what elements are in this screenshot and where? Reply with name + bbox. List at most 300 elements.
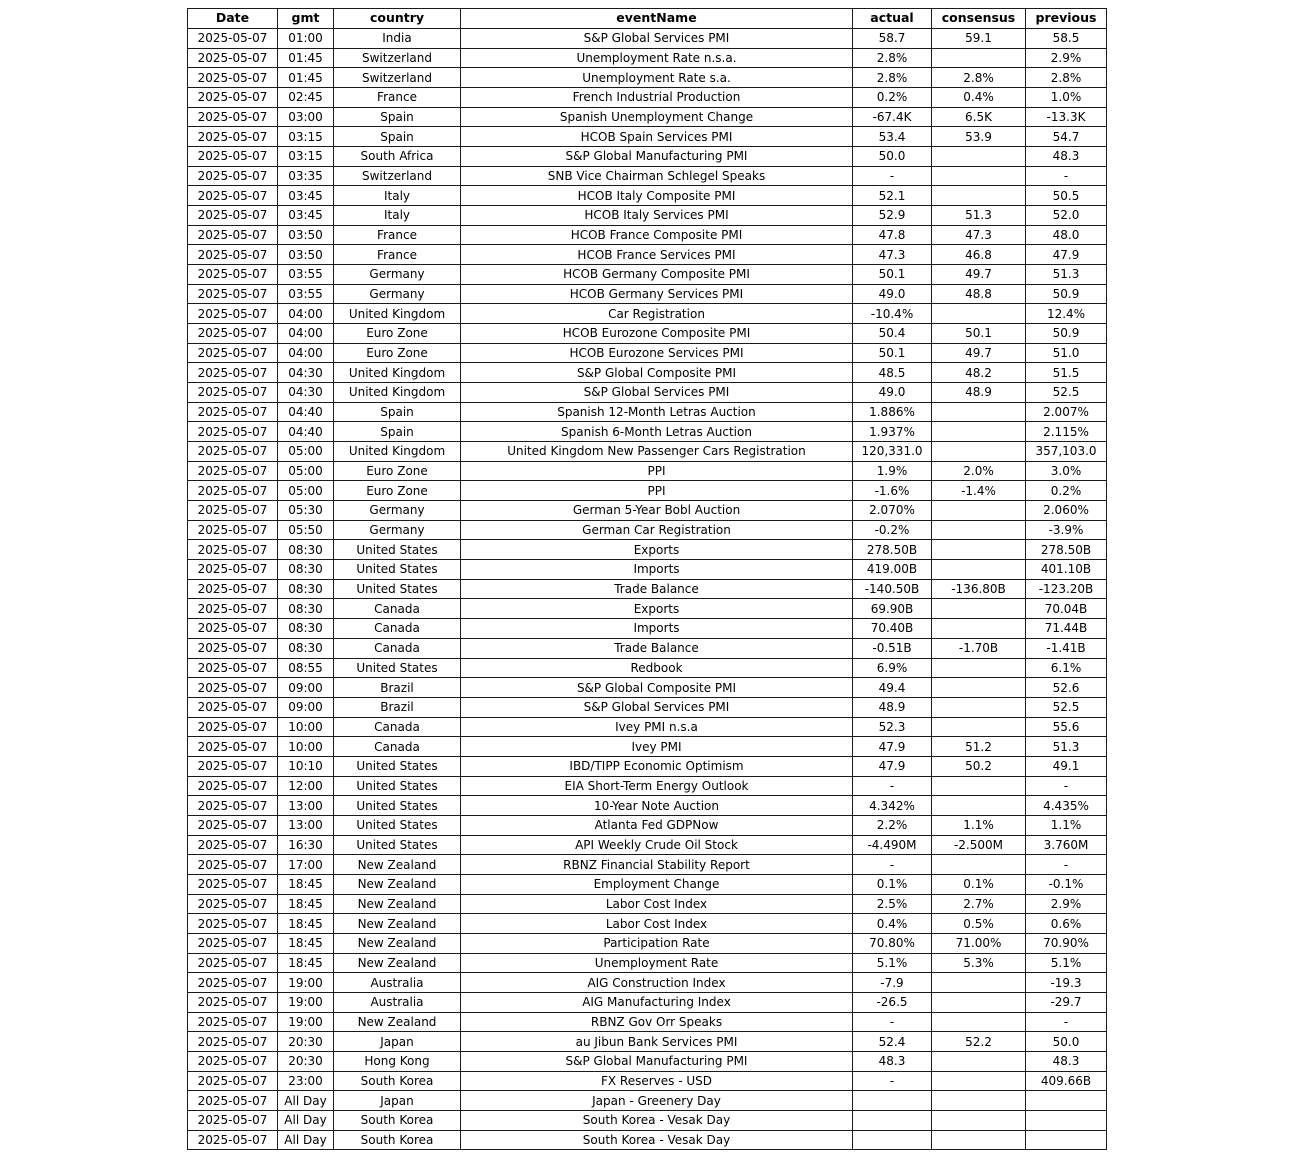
cell-date: 2025-05-07 [188, 461, 278, 481]
cell-event-name: HCOB Italy Services PMI [461, 206, 853, 226]
cell-previous: 48.3 [1026, 147, 1107, 167]
cell-event-name: PPI [461, 461, 853, 481]
cell-event-name: AIG Construction Index [461, 973, 853, 993]
cell-event-name: API Weekly Crude Oil Stock [461, 835, 853, 855]
cell-consensus: 48.9 [932, 383, 1026, 403]
cell-consensus: 0.5% [932, 914, 1026, 934]
cell-country: South Africa [334, 147, 461, 167]
cell-previous: 52.5 [1026, 383, 1107, 403]
cell-country: India [334, 29, 461, 49]
table-row [188, 933, 1107, 953]
table-row [188, 560, 1107, 580]
cell-consensus [932, 48, 1026, 68]
cell-gmt: 05:00 [278, 442, 334, 462]
table-row [188, 68, 1107, 88]
cell-country: United States [334, 560, 461, 580]
cell-event-name: S&P Global Services PMI [461, 29, 853, 49]
cell-gmt: 09:00 [278, 678, 334, 698]
cell-actual: 5.1% [853, 953, 932, 973]
cell-event-name: SNB Vice Chairman Schlegel Speaks [461, 166, 853, 186]
cell-consensus: 52.2 [932, 1032, 1026, 1052]
cell-date: 2025-05-07 [188, 245, 278, 265]
cell-date: 2025-05-07 [188, 658, 278, 678]
table-row [188, 855, 1107, 875]
table-row [188, 363, 1107, 383]
cell-date: 2025-05-07 [188, 383, 278, 403]
table-row [188, 835, 1107, 855]
table-row [188, 88, 1107, 108]
table-row [188, 796, 1107, 816]
table-row [188, 1032, 1107, 1052]
cell-event-name: Ivey PMI [461, 737, 853, 757]
cell-actual: -26.5 [853, 992, 932, 1012]
cell-country: Canada [334, 638, 461, 658]
cell-consensus: 71.00% [932, 933, 1026, 953]
cell-consensus [932, 520, 1026, 540]
cell-country: Spain [334, 402, 461, 422]
cell-event-name: Participation Rate [461, 933, 853, 953]
cell-actual: - [853, 776, 932, 796]
column-header-actual: actual [853, 9, 932, 29]
cell-previous: 12.4% [1026, 304, 1107, 324]
cell-previous: 50.9 [1026, 284, 1107, 304]
cell-actual: 48.5 [853, 363, 932, 383]
cell-country: France [334, 225, 461, 245]
table-row [188, 520, 1107, 540]
cell-country: Canada [334, 599, 461, 619]
cell-event-name: Unemployment Rate [461, 953, 853, 973]
cell-gmt: 05:30 [278, 501, 334, 521]
cell-gmt: 08:30 [278, 540, 334, 560]
column-header-consensus: consensus [932, 9, 1026, 29]
cell-gmt: 01:45 [278, 68, 334, 88]
cell-consensus [932, 599, 1026, 619]
cell-previous: 51.3 [1026, 265, 1107, 285]
cell-date: 2025-05-07 [188, 1012, 278, 1032]
cell-country: Italy [334, 186, 461, 206]
cell-consensus [932, 540, 1026, 560]
table-row [188, 697, 1107, 717]
cell-country: United Kingdom [334, 383, 461, 403]
cell-country: United States [334, 776, 461, 796]
cell-date: 2025-05-07 [188, 265, 278, 285]
cell-gmt: 01:45 [278, 48, 334, 68]
cell-gmt: 13:00 [278, 815, 334, 835]
cell-gmt: 04:30 [278, 363, 334, 383]
cell-consensus: 2.8% [932, 68, 1026, 88]
cell-actual: -4.490M [853, 835, 932, 855]
cell-date: 2025-05-07 [188, 638, 278, 658]
cell-country: United Kingdom [334, 363, 461, 383]
table-row [188, 953, 1107, 973]
cell-date: 2025-05-07 [188, 540, 278, 560]
cell-previous: 51.0 [1026, 343, 1107, 363]
table-row [188, 1110, 1107, 1130]
table-row [188, 304, 1107, 324]
table-row [188, 1091, 1107, 1111]
cell-consensus [932, 796, 1026, 816]
cell-country: United States [334, 658, 461, 678]
cell-previous: -3.9% [1026, 520, 1107, 540]
cell-gmt: 04:00 [278, 324, 334, 344]
cell-consensus: 50.2 [932, 756, 1026, 776]
cell-event-name: Labor Cost Index [461, 914, 853, 934]
cell-country: New Zealand [334, 953, 461, 973]
cell-country: Australia [334, 992, 461, 1012]
cell-country: United Kingdom [334, 304, 461, 324]
cell-actual: 69.90B [853, 599, 932, 619]
cell-previous: 3.760M [1026, 835, 1107, 855]
cell-event-name: S&P Global Manufacturing PMI [461, 147, 853, 167]
cell-actual: 48.3 [853, 1051, 932, 1071]
cell-date: 2025-05-07 [188, 815, 278, 835]
cell-actual: 2.8% [853, 68, 932, 88]
cell-actual: 47.9 [853, 756, 932, 776]
cell-consensus: 48.2 [932, 363, 1026, 383]
cell-date: 2025-05-07 [188, 697, 278, 717]
table-row [188, 186, 1107, 206]
cell-date: 2025-05-07 [188, 304, 278, 324]
table-row [188, 737, 1107, 757]
cell-date: 2025-05-07 [188, 933, 278, 953]
cell-country: South Korea [334, 1110, 461, 1130]
cell-date: 2025-05-07 [188, 894, 278, 914]
cell-consensus [932, 973, 1026, 993]
cell-date: 2025-05-07 [188, 737, 278, 757]
cell-country: New Zealand [334, 855, 461, 875]
cell-previous: -29.7 [1026, 992, 1107, 1012]
cell-previous: 55.6 [1026, 717, 1107, 737]
table-row [188, 914, 1107, 934]
cell-event-name: Imports [461, 619, 853, 639]
cell-actual: 0.2% [853, 88, 932, 108]
cell-consensus: -1.4% [932, 481, 1026, 501]
cell-country: Euro Zone [334, 481, 461, 501]
cell-event-name: Unemployment Rate s.a. [461, 68, 853, 88]
cell-consensus: 46.8 [932, 245, 1026, 265]
cell-country: Germany [334, 501, 461, 521]
table-row [188, 973, 1107, 993]
cell-previous: 6.1% [1026, 658, 1107, 678]
cell-previous: 50.9 [1026, 324, 1107, 344]
cell-gmt: All Day [278, 1091, 334, 1111]
cell-country: New Zealand [334, 933, 461, 953]
cell-date: 2025-05-07 [188, 1051, 278, 1071]
cell-consensus: -2.500M [932, 835, 1026, 855]
cell-country: United States [334, 796, 461, 816]
cell-country: Switzerland [334, 68, 461, 88]
cell-consensus [932, 619, 1026, 639]
cell-actual: 2.070% [853, 501, 932, 521]
column-header-previous: previous [1026, 9, 1107, 29]
cell-event-name: German 5-Year Bobl Auction [461, 501, 853, 521]
cell-consensus [932, 678, 1026, 698]
cell-gmt: 08:30 [278, 560, 334, 580]
cell-consensus [932, 1051, 1026, 1071]
table-row [188, 599, 1107, 619]
table-row [188, 402, 1107, 422]
cell-consensus [932, 560, 1026, 580]
cell-previous [1026, 1091, 1107, 1111]
cell-actual [853, 1091, 932, 1111]
cell-consensus: 48.8 [932, 284, 1026, 304]
cell-consensus [932, 1130, 1026, 1150]
cell-date: 2025-05-07 [188, 1071, 278, 1091]
cell-event-name: FX Reserves - USD [461, 1071, 853, 1091]
cell-gmt: All Day [278, 1110, 334, 1130]
cell-gmt: 17:00 [278, 855, 334, 875]
cell-event-name: HCOB France Services PMI [461, 245, 853, 265]
cell-event-name: EIA Short-Term Energy Outlook [461, 776, 853, 796]
cell-date: 2025-05-07 [188, 973, 278, 993]
cell-consensus [932, 422, 1026, 442]
table-row [188, 481, 1107, 501]
column-header-country: country [334, 9, 461, 29]
cell-country: France [334, 88, 461, 108]
cell-actual: - [853, 1012, 932, 1032]
cell-country: United States [334, 756, 461, 776]
cell-consensus [932, 658, 1026, 678]
cell-consensus [932, 1071, 1026, 1091]
cell-event-name: S&P Global Composite PMI [461, 363, 853, 383]
cell-event-name: Spanish Unemployment Change [461, 107, 853, 127]
table-row [188, 343, 1107, 363]
cell-country: Italy [334, 206, 461, 226]
table-row [188, 245, 1107, 265]
cell-previous: 357,103.0 [1026, 442, 1107, 462]
cell-country: Australia [334, 973, 461, 993]
cell-country: Euro Zone [334, 324, 461, 344]
cell-date: 2025-05-07 [188, 874, 278, 894]
cell-gmt: 13:00 [278, 796, 334, 816]
cell-date: 2025-05-07 [188, 678, 278, 698]
cell-date: 2025-05-07 [188, 1032, 278, 1052]
cell-date: 2025-05-07 [188, 914, 278, 934]
cell-gmt: 04:40 [278, 422, 334, 442]
cell-consensus: 6.5K [932, 107, 1026, 127]
table-row [188, 815, 1107, 835]
cell-event-name: HCOB Eurozone Composite PMI [461, 324, 853, 344]
cell-consensus [932, 717, 1026, 737]
cell-event-name: AIG Manufacturing Index [461, 992, 853, 1012]
cell-actual: 50.0 [853, 147, 932, 167]
cell-country: Brazil [334, 678, 461, 698]
table-row [188, 992, 1107, 1012]
cell-date: 2025-05-07 [188, 48, 278, 68]
cell-previous: 2.060% [1026, 501, 1107, 521]
cell-gmt: 01:00 [278, 29, 334, 49]
column-header-gmt: gmt [278, 9, 334, 29]
cell-date: 2025-05-07 [188, 560, 278, 580]
cell-country: Germany [334, 284, 461, 304]
cell-date: 2025-05-07 [188, 835, 278, 855]
cell-previous: 70.90% [1026, 933, 1107, 953]
cell-date: 2025-05-07 [188, 107, 278, 127]
cell-consensus [932, 776, 1026, 796]
cell-actual: -0.51B [853, 638, 932, 658]
cell-country: New Zealand [334, 894, 461, 914]
cell-gmt: 12:00 [278, 776, 334, 796]
cell-actual: 419.00B [853, 560, 932, 580]
cell-country: Brazil [334, 697, 461, 717]
cell-actual: 47.8 [853, 225, 932, 245]
cell-date: 2025-05-07 [188, 1110, 278, 1130]
cell-actual: 58.7 [853, 29, 932, 49]
table-row [188, 265, 1107, 285]
table-row [188, 422, 1107, 442]
cell-previous: 0.6% [1026, 914, 1107, 934]
cell-consensus: -1.70B [932, 638, 1026, 658]
table-row [188, 540, 1107, 560]
cell-actual: 50.1 [853, 265, 932, 285]
cell-gmt: 05:00 [278, 481, 334, 501]
cell-date: 2025-05-07 [188, 776, 278, 796]
table-row [188, 658, 1107, 678]
cell-event-name: South Korea - Vesak Day [461, 1130, 853, 1150]
table-row [188, 284, 1107, 304]
cell-previous: 409.66B [1026, 1071, 1107, 1091]
cell-previous: 50.0 [1026, 1032, 1107, 1052]
cell-actual: 50.4 [853, 324, 932, 344]
cell-previous: - [1026, 855, 1107, 875]
cell-date: 2025-05-07 [188, 579, 278, 599]
cell-gmt: 03:15 [278, 147, 334, 167]
cell-gmt: 04:40 [278, 402, 334, 422]
cell-gmt: 05:00 [278, 461, 334, 481]
table-row [188, 1130, 1107, 1150]
cell-date: 2025-05-07 [188, 520, 278, 540]
cell-previous: 3.0% [1026, 461, 1107, 481]
table-row [188, 29, 1107, 49]
cell-consensus [932, 501, 1026, 521]
cell-consensus: 5.3% [932, 953, 1026, 973]
cell-country: United States [334, 579, 461, 599]
cell-event-name: HCOB Germany Services PMI [461, 284, 853, 304]
cell-gmt: 03:45 [278, 206, 334, 226]
cell-country: New Zealand [334, 1012, 461, 1032]
cell-previous: 1.0% [1026, 88, 1107, 108]
cell-country: Japan [334, 1032, 461, 1052]
cell-actual: 120,331.0 [853, 442, 932, 462]
cell-event-name: HCOB Spain Services PMI [461, 127, 853, 147]
table-row [188, 166, 1107, 186]
cell-previous: 5.1% [1026, 953, 1107, 973]
cell-previous: 54.7 [1026, 127, 1107, 147]
cell-date: 2025-05-07 [188, 717, 278, 737]
cell-event-name: HCOB Italy Composite PMI [461, 186, 853, 206]
cell-gmt: 18:45 [278, 894, 334, 914]
cell-date: 2025-05-07 [188, 225, 278, 245]
cell-actual: 2.8% [853, 48, 932, 68]
cell-event-name: South Korea - Vesak Day [461, 1110, 853, 1130]
cell-previous: - [1026, 166, 1107, 186]
cell-date: 2025-05-07 [188, 756, 278, 776]
cell-event-name: au Jibun Bank Services PMI [461, 1032, 853, 1052]
cell-previous: 51.5 [1026, 363, 1107, 383]
cell-previous: 49.1 [1026, 756, 1107, 776]
cell-event-name: Atlanta Fed GDPNow [461, 815, 853, 835]
table-row [188, 1071, 1107, 1091]
cell-previous: 2.115% [1026, 422, 1107, 442]
cell-previous: 47.9 [1026, 245, 1107, 265]
cell-previous [1026, 1130, 1107, 1150]
cell-actual: 2.2% [853, 815, 932, 835]
cell-date: 2025-05-07 [188, 501, 278, 521]
cell-actual: 49.0 [853, 284, 932, 304]
cell-date: 2025-05-07 [188, 422, 278, 442]
cell-country: United States [334, 540, 461, 560]
cell-consensus: 50.1 [932, 324, 1026, 344]
cell-consensus [932, 147, 1026, 167]
cell-consensus: 47.3 [932, 225, 1026, 245]
cell-gmt: 08:30 [278, 599, 334, 619]
table-row [188, 756, 1107, 776]
cell-event-name: Redbook [461, 658, 853, 678]
cell-event-name: Imports [461, 560, 853, 580]
cell-gmt: 23:00 [278, 1071, 334, 1091]
column-header-event-name: eventName [461, 9, 853, 29]
cell-actual: 49.4 [853, 678, 932, 698]
table-row [188, 1051, 1107, 1071]
cell-actual: -67.4K [853, 107, 932, 127]
cell-actual: -7.9 [853, 973, 932, 993]
cell-actual: 1.9% [853, 461, 932, 481]
cell-gmt: 18:45 [278, 953, 334, 973]
cell-actual: 2.5% [853, 894, 932, 914]
cell-actual: 0.4% [853, 914, 932, 934]
cell-date: 2025-05-07 [188, 68, 278, 88]
cell-event-name: S&P Global Services PMI [461, 383, 853, 403]
cell-date: 2025-05-07 [188, 206, 278, 226]
cell-actual: 50.1 [853, 343, 932, 363]
cell-actual: 48.9 [853, 697, 932, 717]
cell-date: 2025-05-07 [188, 29, 278, 49]
cell-consensus: -136.80B [932, 579, 1026, 599]
cell-event-name: Spanish 12-Month Letras Auction [461, 402, 853, 422]
cell-previous: 1.1% [1026, 815, 1107, 835]
cell-gmt: 04:00 [278, 304, 334, 324]
cell-actual: - [853, 166, 932, 186]
cell-actual: - [853, 1071, 932, 1091]
table-body [188, 29, 1107, 1150]
cell-gmt: 03:00 [278, 107, 334, 127]
table-row [188, 894, 1107, 914]
cell-date: 2025-05-07 [188, 284, 278, 304]
cell-event-name: Trade Balance [461, 579, 853, 599]
cell-gmt: 18:45 [278, 914, 334, 934]
cell-consensus: 2.0% [932, 461, 1026, 481]
cell-previous: 2.007% [1026, 402, 1107, 422]
cell-event-name: Spanish 6-Month Letras Auction [461, 422, 853, 442]
cell-gmt: 03:55 [278, 265, 334, 285]
cell-date: 2025-05-07 [188, 147, 278, 167]
cell-event-name: Ivey PMI n.s.a [461, 717, 853, 737]
cell-event-name: Car Registration [461, 304, 853, 324]
table-row [188, 147, 1107, 167]
cell-consensus [932, 992, 1026, 1012]
cell-event-name: Trade Balance [461, 638, 853, 658]
cell-country: Euro Zone [334, 343, 461, 363]
cell-consensus: 53.9 [932, 127, 1026, 147]
cell-event-name: Exports [461, 540, 853, 560]
cell-event-name: RBNZ Financial Stability Report [461, 855, 853, 875]
cell-actual: 1.937% [853, 422, 932, 442]
cell-previous: -0.1% [1026, 874, 1107, 894]
cell-date: 2025-05-07 [188, 953, 278, 973]
cell-previous: 278.50B [1026, 540, 1107, 560]
table-row [188, 619, 1107, 639]
table-row [188, 678, 1107, 698]
